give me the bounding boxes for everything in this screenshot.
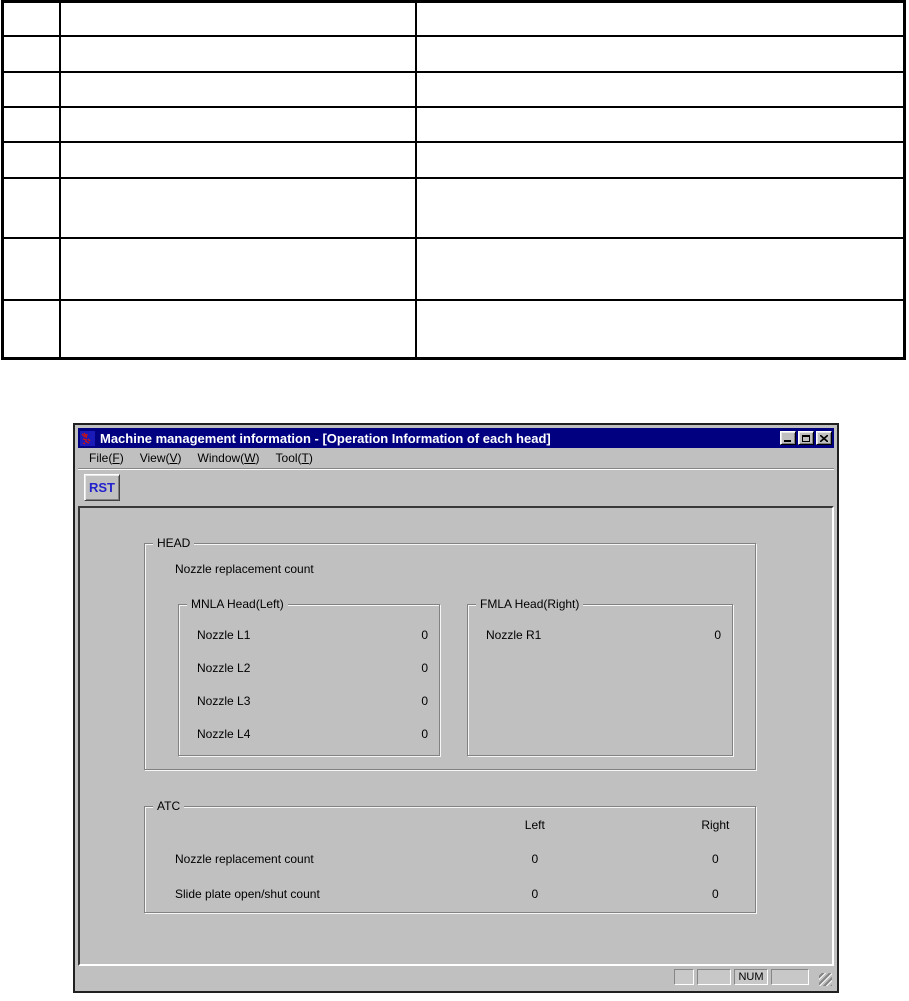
mnla-groupbox bbox=[178, 597, 440, 756]
table-cell bbox=[416, 72, 905, 107]
atc-value-left: 0 bbox=[531, 852, 539, 866]
table-row bbox=[3, 300, 905, 359]
menu-bar bbox=[78, 448, 834, 469]
menu-item-file[interactable]: File(F) bbox=[89, 451, 124, 465]
num-indicator: NUM bbox=[734, 969, 768, 985]
machine-app-icon[interactable] bbox=[80, 431, 95, 446]
maximize-icon bbox=[802, 435, 810, 442]
nozzle-name: Nozzle L3 bbox=[197, 693, 251, 708]
nozzle-name: Nozzle R1 bbox=[486, 627, 542, 642]
table-cell bbox=[60, 36, 416, 72]
nozzle-row bbox=[468, 618, 732, 651]
table-cell bbox=[416, 36, 905, 72]
table-cell bbox=[416, 238, 905, 300]
table-cell bbox=[416, 107, 905, 142]
table-row bbox=[3, 142, 905, 178]
mnla-group-label: MNLA Head(Left) bbox=[187, 598, 288, 611]
table-row bbox=[3, 36, 905, 72]
nozzle-row bbox=[179, 651, 439, 684]
document-table bbox=[1, 0, 906, 360]
atc-row bbox=[145, 852, 755, 866]
atc-row-name: Slide plate open/shut count bbox=[175, 887, 320, 901]
atc-value-right: 0 bbox=[712, 852, 719, 866]
table-cell bbox=[60, 300, 416, 359]
title-bar[interactable] bbox=[78, 428, 834, 448]
table-row bbox=[3, 107, 905, 142]
minimize-icon bbox=[784, 440, 791, 442]
table-row bbox=[3, 72, 905, 107]
table-cell bbox=[60, 72, 416, 107]
status-panel bbox=[674, 969, 694, 985]
table-cell bbox=[60, 107, 416, 142]
atc-col-header-right: Right bbox=[701, 818, 730, 832]
table-cell bbox=[3, 142, 60, 178]
nozzle-name: Nozzle L1 bbox=[197, 627, 251, 642]
table-cell bbox=[416, 178, 905, 238]
nozzle-row bbox=[179, 684, 439, 717]
table-cell bbox=[3, 238, 60, 300]
status-bar bbox=[78, 966, 834, 988]
minimize-button[interactable] bbox=[780, 431, 796, 445]
nozzle-value: 0 bbox=[714, 627, 721, 642]
atc-col-header-left: Left bbox=[524, 818, 545, 832]
status-panel bbox=[697, 969, 731, 985]
close-icon bbox=[820, 435, 828, 442]
nozzle-value: 0 bbox=[421, 693, 428, 708]
table-cell bbox=[60, 142, 416, 178]
table-cell bbox=[3, 36, 60, 72]
table-cell bbox=[60, 178, 416, 238]
table-row bbox=[3, 178, 905, 238]
toolbar bbox=[78, 469, 834, 506]
table-cell bbox=[60, 2, 416, 36]
status-panel bbox=[771, 969, 809, 985]
app-window bbox=[73, 423, 839, 993]
table-cell bbox=[416, 300, 905, 359]
table-cell bbox=[3, 107, 60, 142]
table-cell bbox=[3, 300, 60, 359]
nozzle-value: 0 bbox=[421, 726, 428, 741]
nozzle-name: Nozzle L2 bbox=[197, 660, 251, 675]
nozzle-row bbox=[179, 618, 439, 651]
nozzle-value: 0 bbox=[421, 660, 428, 675]
atc-value-right: 0 bbox=[712, 887, 719, 901]
menu-item-tool[interactable]: Tool(T) bbox=[275, 451, 313, 465]
atc-row bbox=[145, 887, 755, 901]
nozzle-row bbox=[179, 717, 439, 750]
menu-item-window[interactable]: Window(W) bbox=[197, 451, 260, 465]
table-row bbox=[3, 238, 905, 300]
table-cell bbox=[3, 178, 60, 238]
fmla-group-label: FMLA Head(Right) bbox=[476, 598, 583, 611]
menu-item-view[interactable]: View(V) bbox=[139, 451, 182, 465]
atc-row-name: Nozzle replacement count bbox=[175, 852, 314, 866]
atc-value-left: 0 bbox=[531, 887, 539, 901]
client-area bbox=[78, 506, 834, 966]
nozzle-name: Nozzle L4 bbox=[197, 726, 251, 741]
table-cell bbox=[416, 2, 905, 36]
window-title: Machine management information - [Operation Information of each head] bbox=[100, 430, 551, 446]
head-groupbox bbox=[144, 536, 756, 770]
table-row bbox=[3, 2, 905, 36]
table-cell bbox=[3, 2, 60, 36]
atc-group-label: ATC bbox=[153, 800, 184, 813]
nozzle-value: 0 bbox=[421, 627, 428, 642]
head-group-label: HEAD bbox=[153, 537, 194, 550]
atc-groupbox bbox=[144, 799, 756, 913]
nozzle-replacement-count-label: Nozzle replacement count bbox=[175, 562, 314, 576]
close-button[interactable] bbox=[816, 431, 832, 445]
table-cell bbox=[60, 238, 416, 300]
rst-button[interactable]: RST bbox=[84, 474, 120, 501]
maximize-button[interactable] bbox=[798, 431, 814, 445]
table-cell bbox=[416, 142, 905, 178]
fmla-groupbox bbox=[467, 597, 733, 756]
resize-grip-icon[interactable] bbox=[819, 973, 832, 986]
table-cell bbox=[3, 72, 60, 107]
